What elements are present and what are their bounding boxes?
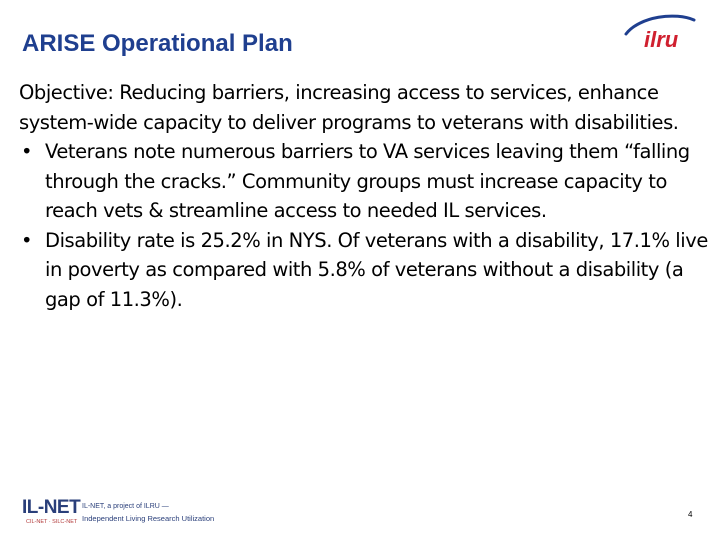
page-number: 4: [688, 510, 693, 519]
ilru-logo-icon: [620, 10, 700, 54]
slide-title: ARISE Operational Plan: [22, 30, 293, 57]
bullet-item: [19, 226, 709, 315]
slide-body: [19, 78, 709, 314]
bullet-dot: •: [21, 228, 33, 252]
ilnet-tagline-2: Independent Living Research Utilization: [82, 514, 215, 523]
bullet-text: Disability rate is 25.2% in NYS. Of veterans with a disability, 17.1% live in poverty as compared with 5.8% of veterans without a disability (a gap of 11.3%).: [45, 228, 708, 311]
objective-text: Objective: Reducing barriers, increasing access to services, enhance system-wide capacity to deliver programs to veterans with disabilities.: [19, 81, 679, 134]
bullet-dot: •: [21, 140, 33, 163]
ilnet-logo-icon: [22, 497, 242, 529]
bullet-list: [19, 137, 709, 314]
ilnet-logo-name: IL-NET: [22, 497, 81, 518]
ilnet-tagline-1: IL-NET, a project of ILRU —: [82, 503, 169, 510]
bullet-item: [19, 137, 709, 226]
ilnet-logo-sub: CIL-NET · SILC-NET: [26, 519, 78, 525]
bullet-text: Veterans note numerous barriers to VA services leaving them “falling through the cracks.” Community groups must increase capacity to reach vets & streamline access to needed IL services.: [45, 140, 690, 222]
ilru-logo-text: ilru: [644, 27, 679, 52]
